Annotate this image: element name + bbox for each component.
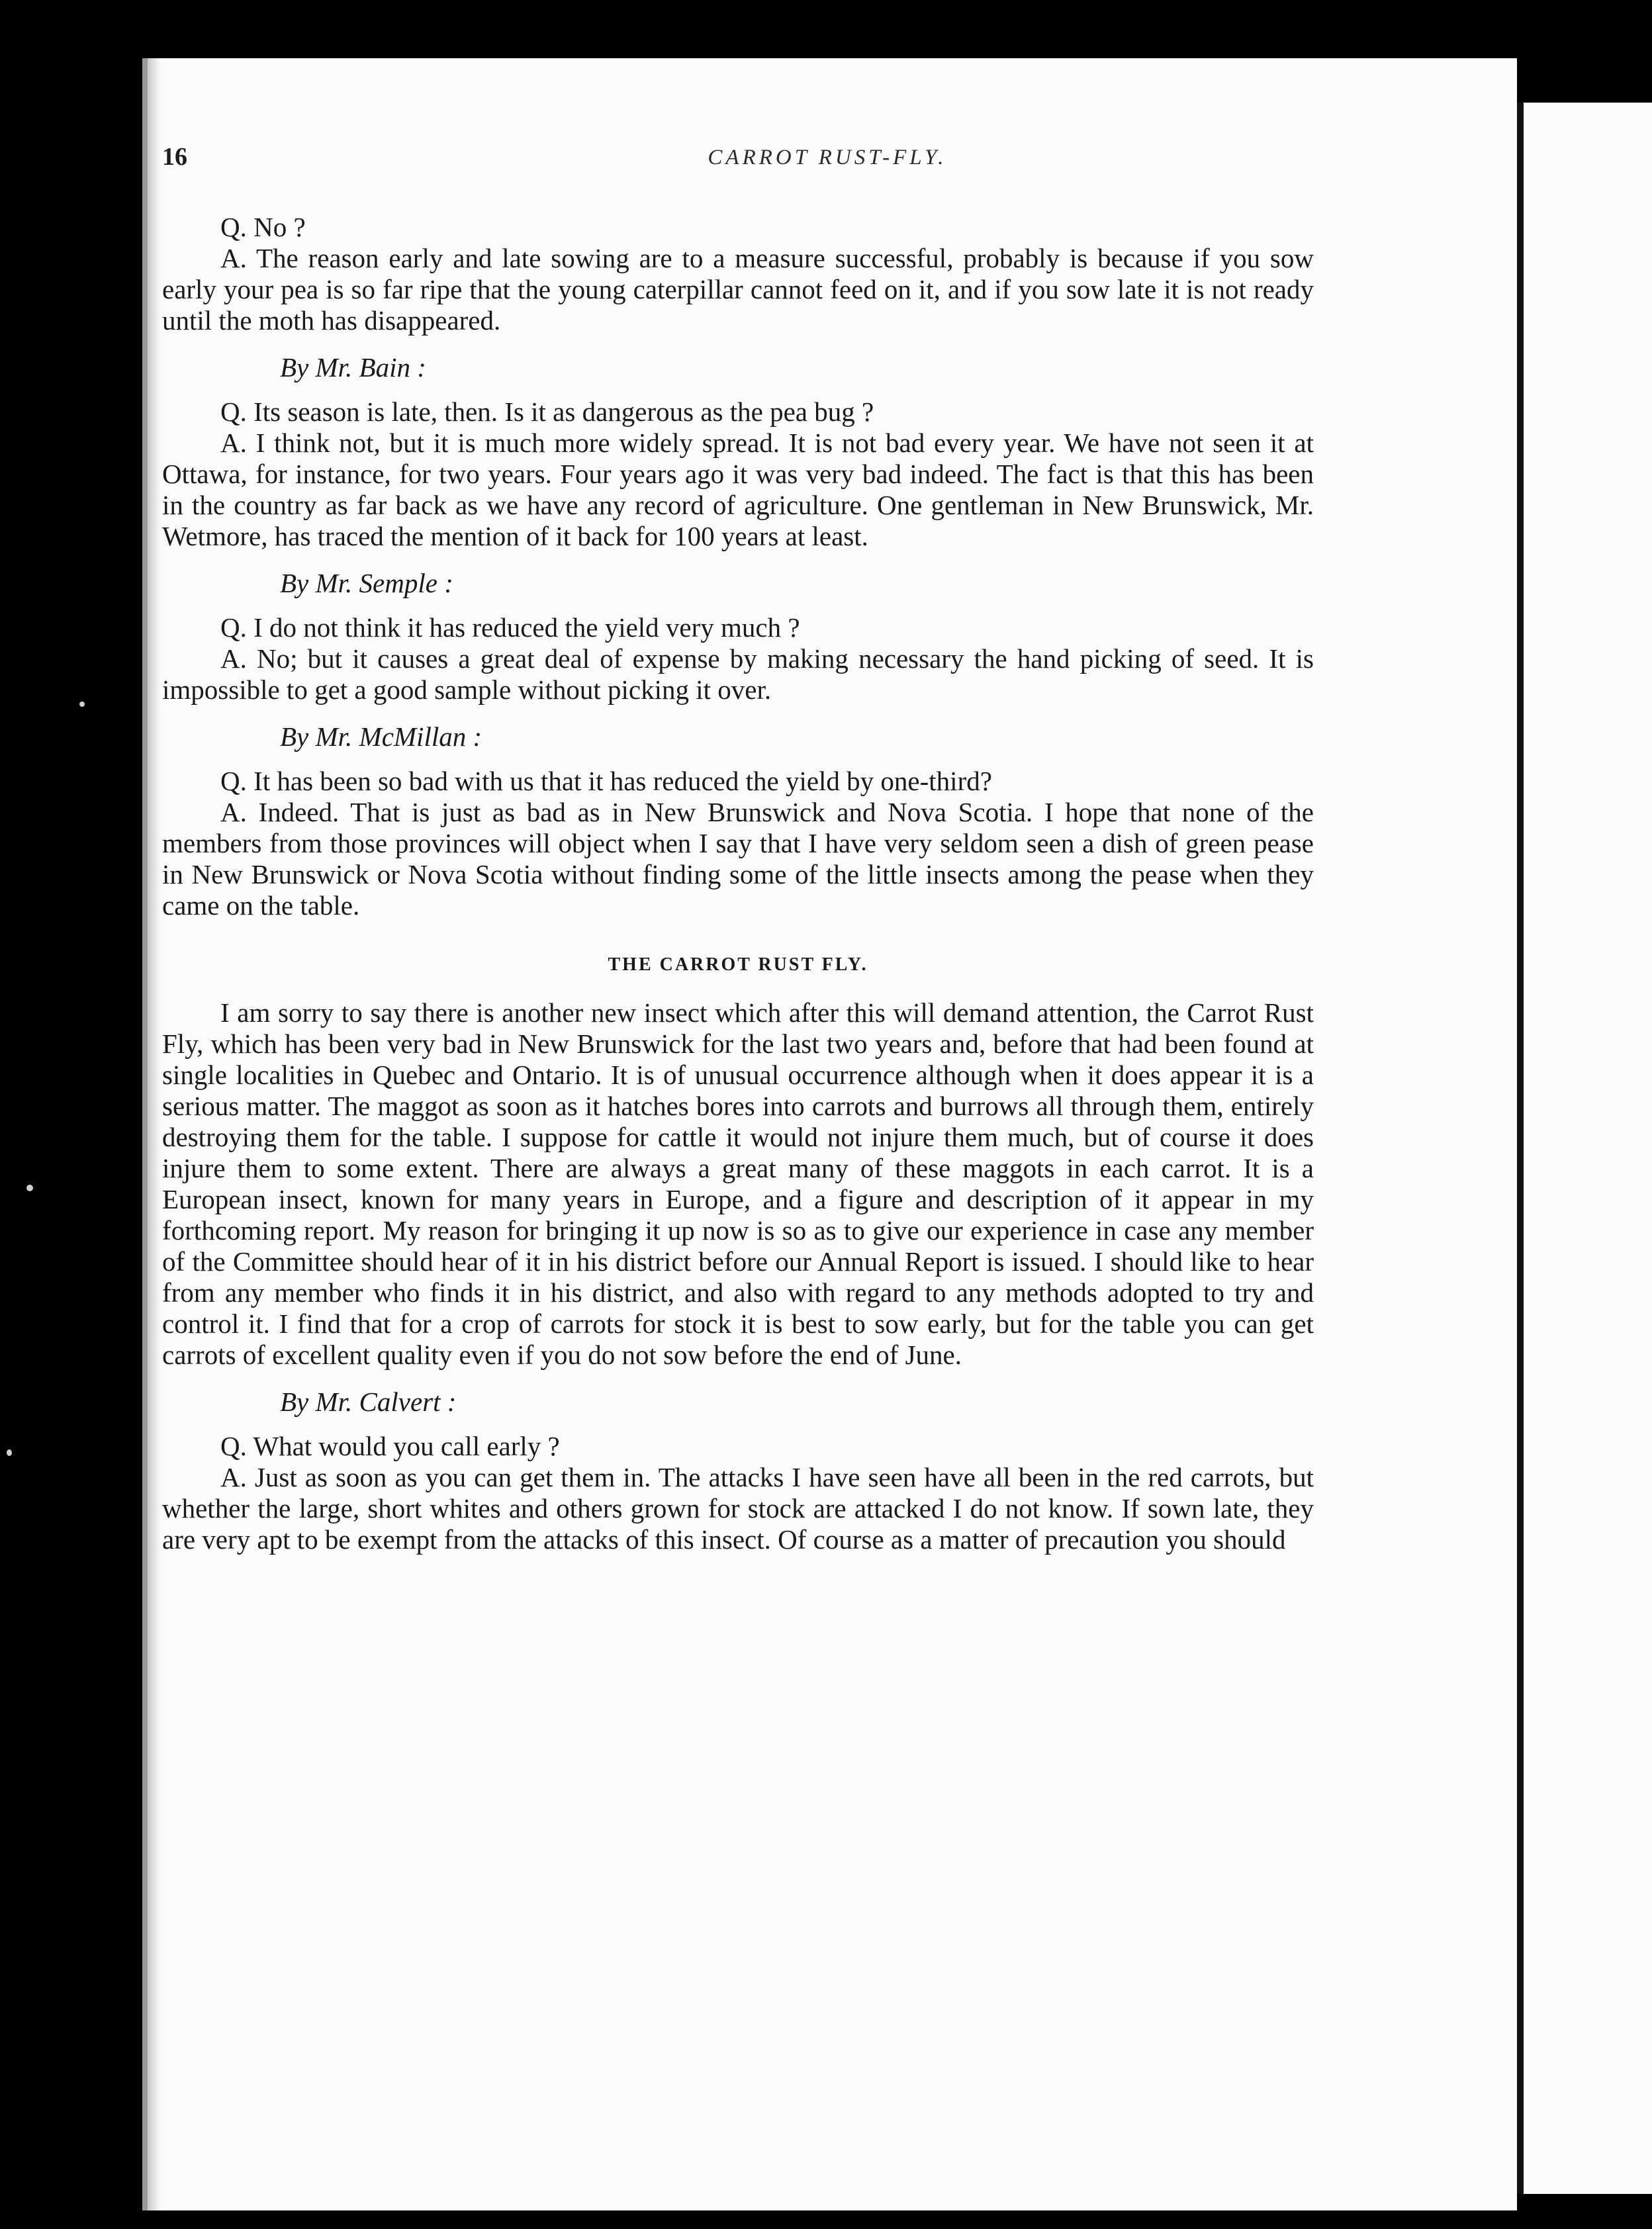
answer-paragraph: A. No; but it causes a great deal of expense by making necessary the hand picking of seed. It is impossible to get a good sample without picking it over. xyxy=(162,643,1314,705)
body-paragraph: I am sorry to say there is another new insect which after this will demand attention, the Carrot Rust Fly, which has been very bad in New Brunswick for the last two years and, before that had been found at single localities in Quebec and Ontario. It is of unusual occurrence although when it does appear it is a serious matter. The maggot as soon as it hatches bores into carrots and burrows all through them, entirely destroying them for the table. I suppose for cattle it would not injure them much, but of course it does injure them to some extent. There are always a great many of these maggots in each carrot. It is a European insect, known for many years in Europe, and a figure and description of it appear in my forthcoming report. My reason for bringing it up now is so as to give our experience in case any member of the Committee should hear of it in his district before our Annual Report is issued. I should like to hear from any member who finds it in his district, and also with regard to any methods adopted to try and control it. I find that for a crop of carrots for stock it is best to sow early, but for the table you can get carrots of excellent quality even if you do not sow before the end of June. xyxy=(162,997,1314,1370)
page-body xyxy=(162,212,1314,1555)
answer-paragraph: A. The reason early and late sowing are to a measure successful, probably is because if you sow early your pea is so far ripe that the young caterpillar cannot feed on it, and if you sow late it is not ready until the moth has disappeared. xyxy=(162,243,1314,336)
speaker-heading: By Mr. Bain : xyxy=(280,352,426,383)
speaker-heading: By Mr. Calvert : xyxy=(280,1387,457,1417)
answer-paragraph: A. Indeed. That is just as bad as in New Brunswick and Nova Scotia. I hope that none of the members from those provinces will object when I say that I have very seldom seen a dish of green pease in New Brunswick or Nova Scotia without finding some of the little insects among the pease when they came on the table. xyxy=(162,797,1314,921)
question-paragraph: Q. Its season is late, then. Is it as dangerous as the pea bug ? xyxy=(220,396,874,427)
question-paragraph: Q. What would you call early ? xyxy=(220,1431,560,1461)
scan-dust xyxy=(26,1185,33,1191)
section-heading: THE CARROT RUST FLY. xyxy=(608,954,868,975)
adjacent-page-edge xyxy=(1517,103,1652,2194)
scan-dust xyxy=(79,702,85,707)
question-paragraph: Q. I do not think it has reduced the yield very much ? xyxy=(220,612,800,643)
question-paragraph: Q. No ? xyxy=(220,212,306,242)
answer-paragraph: A. I think not, but it is much more widely spread. It is not bad every year. We have not seen it at Ottawa, for instance, for two years. Four years ago it was very bad indeed. The fact is that this has been in the country as far back as we have any record of agriculture. One gentleman in New Brunswick, Mr. Wetmore, has traced the mention of it back for 100 years at least. xyxy=(162,428,1314,551)
speaker-heading: By Mr. Semple : xyxy=(280,568,453,598)
page-gutter-shadow xyxy=(148,58,161,2210)
page-number: 16 xyxy=(162,143,187,171)
question-paragraph: Q. It has been so bad with us that it has reduced the yield by one-third? xyxy=(220,766,992,796)
running-head: CARROT RUST-FLY. xyxy=(708,146,947,169)
speaker-heading: By Mr. McMillan : xyxy=(280,721,482,752)
answer-paragraph: A. Just as soon as you can get them in. The attacks I have seen have all been in the red carrots, but whether the large, short whites and others grown for stock are attacked I do not know. If sown late, they are very apt to be exempt from the attacks of this insect. Of course as a matter of precaution you should xyxy=(162,1462,1314,1555)
scan-dust xyxy=(7,1449,12,1456)
